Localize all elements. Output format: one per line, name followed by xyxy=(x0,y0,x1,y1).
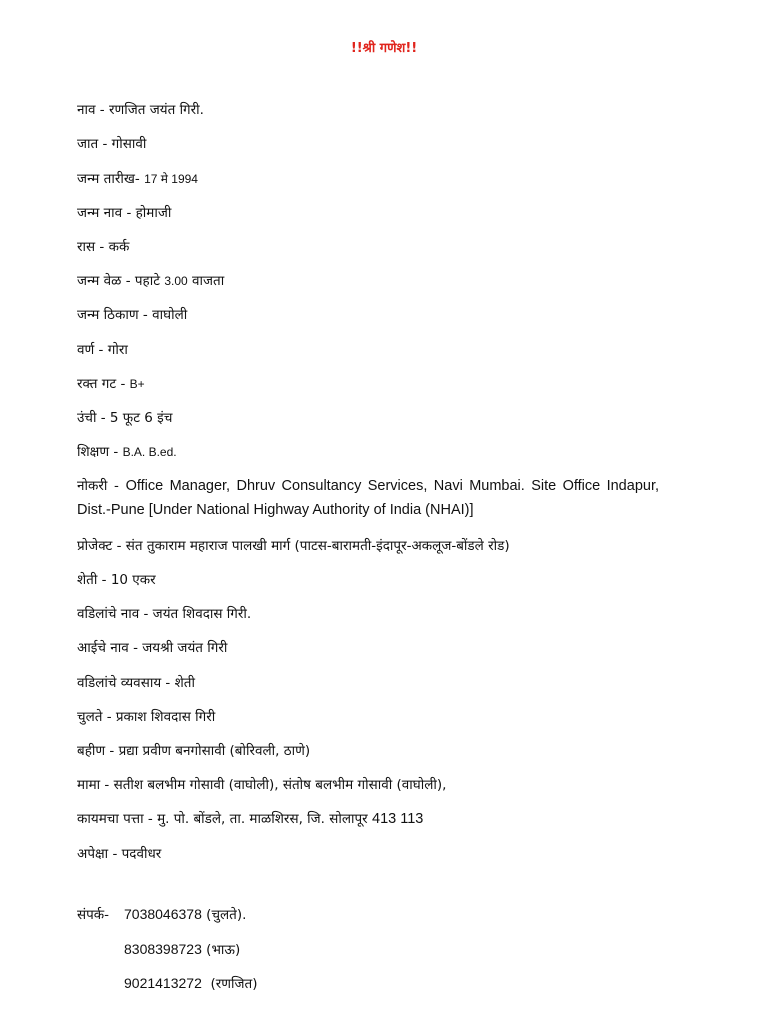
field-education xyxy=(77,442,177,460)
field-uncle: चुलते - प्रकाश शिवदास गिरी xyxy=(77,709,216,725)
contact-label: संपर्क- xyxy=(77,907,110,923)
contact-number: 7038046378 xyxy=(124,906,202,922)
job-label: नोकरी - xyxy=(77,478,126,494)
contact-number: 8308398723 xyxy=(124,941,202,957)
field-maternal-uncle: मामा - सतीश बलभीम गोसावी (वाघोली), संतोष बलभीम गोसावी (वाघोली), xyxy=(77,777,447,793)
job-value: Office Manager, Dhruv Consultancy Services, Navi Mumbai. Site Office Indapur, Dist.-Pune [Under National Highway Authority of India (NHAI)] xyxy=(77,478,659,518)
blood-label: रक्त गट - xyxy=(77,376,130,392)
field-birth-time xyxy=(77,271,224,289)
page-heading: !!श्री गणेश!! xyxy=(350,41,418,56)
field-name: नाव - रणजित जयंत गिरी. xyxy=(77,102,204,118)
address-pin: 413 113 xyxy=(372,811,424,827)
farm-label: शेती - xyxy=(77,572,111,588)
contact-relation: (रणजित) xyxy=(210,976,258,992)
field-caste: जात - गोसावी xyxy=(77,136,147,152)
birth-time-label: जन्म वेळ - पहाटे xyxy=(77,273,165,289)
field-height xyxy=(77,408,172,426)
field-birth-place: जन्म ठिकाण - वाघोली xyxy=(77,307,188,323)
contact-entry xyxy=(124,974,258,992)
farm-value: 10 एकर xyxy=(110,572,156,588)
education-value: B.A. B.ed. xyxy=(122,445,177,459)
field-father-occupation: वडिलांचे व्यवसाय - शेती xyxy=(77,675,195,691)
birth-time-value: 3.00 xyxy=(164,274,188,288)
field-sister: बहीण - प्रद्या प्रवीण बनगोसावी (बोरिवली, ठाणे) xyxy=(77,743,311,759)
height-value: 5 फूट 6 इंच xyxy=(109,410,173,426)
height-label: उंची - xyxy=(77,410,110,426)
contact-entry xyxy=(124,940,240,958)
address-label: कायमचा पत्ता - मु. पो. बोंडले, ता. माळशिरस, जि. सोलापूर xyxy=(77,811,372,827)
contact-relation: (चुलते). xyxy=(206,907,247,923)
field-zodiac: रास - कर्क xyxy=(77,239,130,255)
birth-time-suffix: वाजता xyxy=(187,273,225,289)
contact-number: 9021413272 xyxy=(124,975,202,991)
blood-value: B+ xyxy=(129,377,145,391)
contact-relation: (भाऊ) xyxy=(206,942,241,958)
field-dob xyxy=(77,169,198,187)
contact-entry xyxy=(124,905,246,923)
field-job xyxy=(77,474,659,522)
field-project: प्रोजेक्ट - संत तुकाराम महाराज पालखी मार्ग (पाटस-बारामती-इंदापूर-अकलूज-बोंडले रोड) xyxy=(77,538,510,554)
dob-value: 17 मे 1994 xyxy=(144,172,198,186)
field-blood-group xyxy=(77,374,145,392)
field-address xyxy=(77,809,423,827)
field-farm xyxy=(77,570,156,588)
field-expectation: अपेक्षा - पदवीधर xyxy=(77,846,162,862)
field-father-name: वडिलांचे नाव - जयंत शिवदास गिरी. xyxy=(77,606,252,622)
field-birth-name: जन्म नाव - होमाजी xyxy=(77,205,172,221)
education-label: शिक्षण - xyxy=(77,444,123,460)
field-mother-name: आईचे नाव - जयश्री जयंत गिरी xyxy=(77,640,228,656)
field-complexion: वर्ण - गोरा xyxy=(77,342,128,358)
dob-label: जन्म तारीख- xyxy=(77,171,145,187)
